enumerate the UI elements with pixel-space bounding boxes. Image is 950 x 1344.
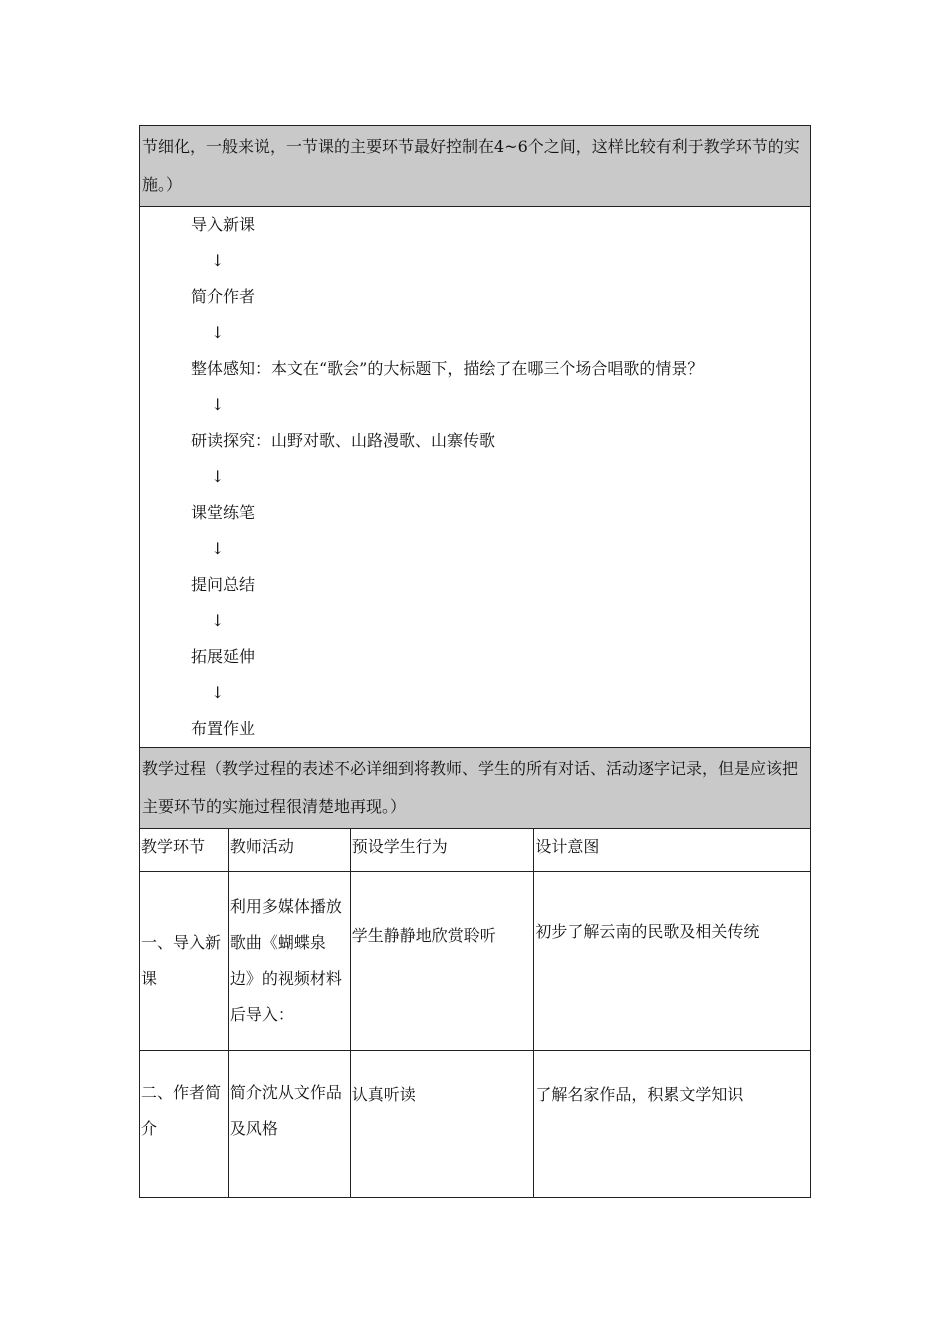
teacher-activity-cell: 利用多媒体播放歌曲《蝴蝶泉边》的视频材料后导入： — [229, 897, 342, 1024]
down-arrow-icon: ↓ — [211, 539, 225, 558]
flow-step: 导入新课 — [191, 215, 256, 234]
down-arrow-icon: ↓ — [211, 611, 225, 630]
student-behavior-cell: 学生静静地欣赏聆听 — [351, 926, 496, 945]
down-arrow-icon: ↓ — [211, 467, 225, 486]
down-arrow-icon: ↓ — [211, 683, 225, 702]
design-intent-cell: 初步了解云南的民歌及相关传统 — [535, 922, 760, 941]
flow-step: 课堂练笔 — [191, 503, 256, 522]
teaching-flow — [140, 207, 810, 747]
design-note-text: 节细化，一般来说，一节课的主要环节最好控制在4~6个之间，这样比较有利于教学环节的实施。） — [142, 137, 800, 194]
flow-step: 简介作者 — [191, 287, 256, 306]
design-intent-cell: 了解名家作品，积累文学知识 — [535, 1085, 744, 1104]
teacher-activity-cell: 简介沈从文作品及风格 — [229, 1083, 342, 1138]
flow-step: 布置作业 — [191, 719, 256, 738]
header-teacher: 教师活动 — [229, 837, 294, 856]
table-header-row — [140, 829, 811, 872]
stage-cell: 一、导入新课 — [141, 933, 222, 988]
table-row — [140, 1051, 811, 1198]
header-stage: 教学环节 — [141, 837, 206, 856]
process-note-row — [140, 748, 811, 829]
flow-step: 研读探究：山野对歌、山路漫歌、山寨传歌 — [191, 431, 496, 450]
flow-step: 整体感知：本文在“歌会”的大标题下，描绘了在哪三个场合唱歌的情景？ — [191, 359, 704, 378]
lesson-plan-table — [139, 125, 811, 1198]
header-student: 预设学生行为 — [351, 837, 448, 856]
flow-row — [140, 207, 811, 748]
table-row — [140, 872, 811, 1051]
down-arrow-icon: ↓ — [211, 251, 225, 270]
flow-step: 拓展延伸 — [191, 647, 256, 666]
stage-cell: 二、作者简介 — [141, 1083, 222, 1138]
design-note-row — [140, 126, 811, 207]
student-behavior-cell: 认真听读 — [351, 1085, 416, 1104]
flow-step: 提问总结 — [191, 575, 256, 594]
down-arrow-icon: ↓ — [211, 395, 225, 414]
process-note-text: 教学过程（教学过程的表述不必详细到将教师、学生的所有对话、活动逐字记录，但是应该把主要环节的实施过程很清楚地再现。） — [142, 759, 799, 816]
down-arrow-icon: ↓ — [211, 323, 225, 342]
header-intent: 设计意图 — [535, 837, 600, 856]
